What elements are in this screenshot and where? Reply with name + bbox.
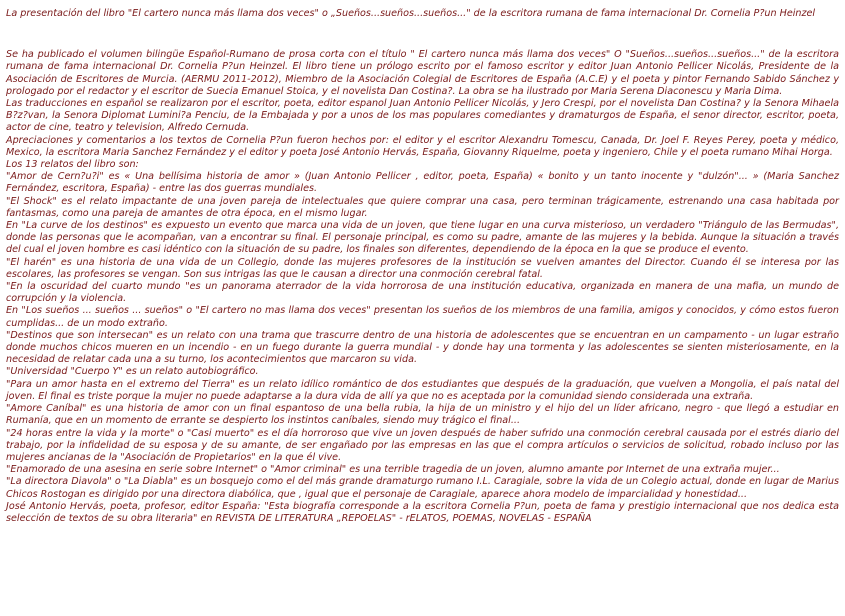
paragraph-story-3: En "La curve de los destinos" es expuesto un evento que marca una vida de un joven, que tiene lugar en una curva misterioso, un verdadero "Triángulo de las Bermudas", donde las personas que le acompañan, van a encontrar su final. El personaje principal, es como su padre, amante de las mujeres y la bebida. Aunque la situación a través del cual el joven hombre es casi idéntico con la situación de su padre, los finales son diferentes, dependiendo de la época en la que se produce el evento. [6, 220, 839, 256]
paragraph-story-8: "Universidad "Cuerpo Y" es un relato autobiográfico. [6, 366, 259, 378]
paragraph-story-13: "La directora Diavola" o "La Diabla" es un bosquejo como el del más grande dramaturgo rumano I.L. Caragiale, sobre la vida de un Colegio actual, donde en lugar de Marius Chicos Rostogan es dirigido por una directora diabólica, que , igual que el personaje de Caragiale, aparece ahora modelo de imparcialidad y honestidad... [6, 476, 839, 500]
paragraph-story-1: "Amor de Cern?u?i" es « Una bellísima historia de amor » (Juan Antonio Pellicer , editor, poeta, España) « bonito y un tanto inocente y "dulzón"... » (Maria Sanchez Fernández, escritora, España) - entre las dos guerras mundiales. [6, 171, 839, 195]
paragraph-story-10: "Amore Caníbal" es una historia de amor con un final espantoso de una bella rubia, la hija de un ministro y el hijo del un líder africano, negro - que llegó a estudiar en Rumanía, que en un momento de errante se despierto los instintos caníbales, siendo muy trágico el final... [6, 403, 839, 427]
paragraph-stories-heading: Los 13 relatos del libro son: [6, 159, 139, 171]
paragraph-story-11: "24 horas entre la vida y la morte" o "Casi muerto" es el día horroroso que vive un joven después de haber sufrido una conmoción cerebral causada por el estrés diario del trabajo, por la infidelidad de su esposa y de su amante, de ser engañado por las empresas en las que el compra artículos o servicios de solicitud, robado incluso por las mujeres ancianas de la "Asociación de Propietarios" en la que él vive. [6, 427, 839, 463]
document-body [6, 49, 839, 525]
paragraph-story-6: En "Los sueños ... sueños ... sueños" o "El cartero no mas llama dos veces" presentan los sueños de los miembros de una familia, amigos y conocidos, y cómo estos fueron cumplidas... de un modo extraño. [6, 305, 839, 329]
paragraph-appreciations: Apreciaciones y comentarios a los textos de Cornelia P?un fueron hechos por: el editor y el escritor Alexandru Tomescu, Canada, Dr. Joel F. Reyes Perey, poeta y médico, Mexico, la escritora Maria Sanchez Fernández y el editor y poeta José Antonio Hervás, España, Giovanny Riquelme, poeta y ingeniero, Chile y el poeta rumano Mihai Horga. [6, 134, 839, 158]
document-title: La presentación del libro "El cartero nunca más llama dos veces" o „Sueños...sueños...sueños..." de la escritora rumana de fama internacional Dr. Cornelia P?un Heinzel [6, 8, 816, 19]
paragraph-story-4: "El harén" es una historia de una vida de un Collegio, donde las mujeres profesores de la institución se vuelven amantes del Director. Cuando él se interesa por las escolares, las profesores se vengan. Son sus intrigas las que le causan a director una conmoción cerebral fatal. [6, 256, 839, 280]
paragraph-story-7: "Destinos que son intersecan" es un relato con una trama que trascurre dentro de una historia de adolescentes que se encuentran en un campamento - un lugar estraño donde muchos chicos mueren en un incendio - en un fuego durante la guerra mundial - y donde hay una tormenta y las adolescentes se sienten misteriosamente, en la necesidad de relatar cada una a su turno, los acontecimientos que marcaron su vida. [6, 329, 839, 366]
paragraph-story-9: "Para un amor hasta en el extremo del Tierra" es un relato idílico romántico de dos estudiantes que después de la graduación, que vuelven a Mongolia, el país natal del joven. El final es triste porque la mujer no puede adaptarse a la dura vida de allí ya que no es aceptada por la comunidad siendo considerada una extraña. [6, 378, 839, 402]
paragraph-herv-as-quote: José Antonio Hervás, poeta, profesor, editor España: "Esta biografía corresponde a la escritora Cornelia P?un, poeta de fama y prestigio internacional que nos dedica esta selección de textos de su obra literaria" en REVISTA DE LITERATURA „REPOELAS" - rELATOS, POEMAS, NOVELAS - ESPAÑA [6, 500, 839, 524]
paragraph-translations: Las traducciones en español se realizaron por el escritor, poeta, editor espanol Juan Antonio Pellicer Nicolás, y Jero Crespi, por el novelista Dan Costina? y la Senora Mihaela B?z?van, la Senora Diplomat Lumini?a Penciu, de la Embajada y por a unos de los mas populares comediantes y dramaturgos de España, el senor director, escritor, poeta, actor de cine, teatro y television, Alfredo Cernuda. [6, 98, 839, 134]
paragraph-story-5: "En la oscuridad del cuarto mundo "es un panorama aterrador de la vida horrorosa de una institución educativa, organizada en manera de una mafia, un mundo de corrupción y la violencia. [6, 281, 839, 305]
paragraph-story-12: "Enamorado de una asesina en serie sobre Internet" o "Amor criminal" es una terrible tragedia de un joven, alumno amante por Internet de una extraña mujer... [6, 464, 780, 476]
paragraph-intro: Se ha publicado el volumen bilingüe Español-Rumano de prosa corta con el título " El cartero nunca más llama dos veces" O "Sueños...sueños...sueños..." de la escritora rumana de fama internacional Dr. Cornelia P?un Heinzel. El libro tiene un prólogo escrito por el famoso escritor y editor Juan Antonio Pellicer Nicolás, Presidente de la Asociación de Escritores de Murcia. (AERMU 2011-2012), Miembro de la Asociación Colegial de Escritores de España (A.C.E) y el poeta y pintor Fernando Sabido Sánchez y prologado por el redactor y el escritor de Suecia Emanuel Stoica, y el novelista Dan Costina?. La obra se ha ilustrado por Maria Serena Diaconescu y Maria Dima. [6, 49, 839, 97]
paragraph-story-2: "El Shock" es el relato impactante de una joven pareja de intelectuales que quiere comprar una casa, pero terminan trágicamente, estrenando una casa habitada por fantasmas, como una pareja de amantes de otra época, en el mismo lugar. [6, 195, 839, 219]
